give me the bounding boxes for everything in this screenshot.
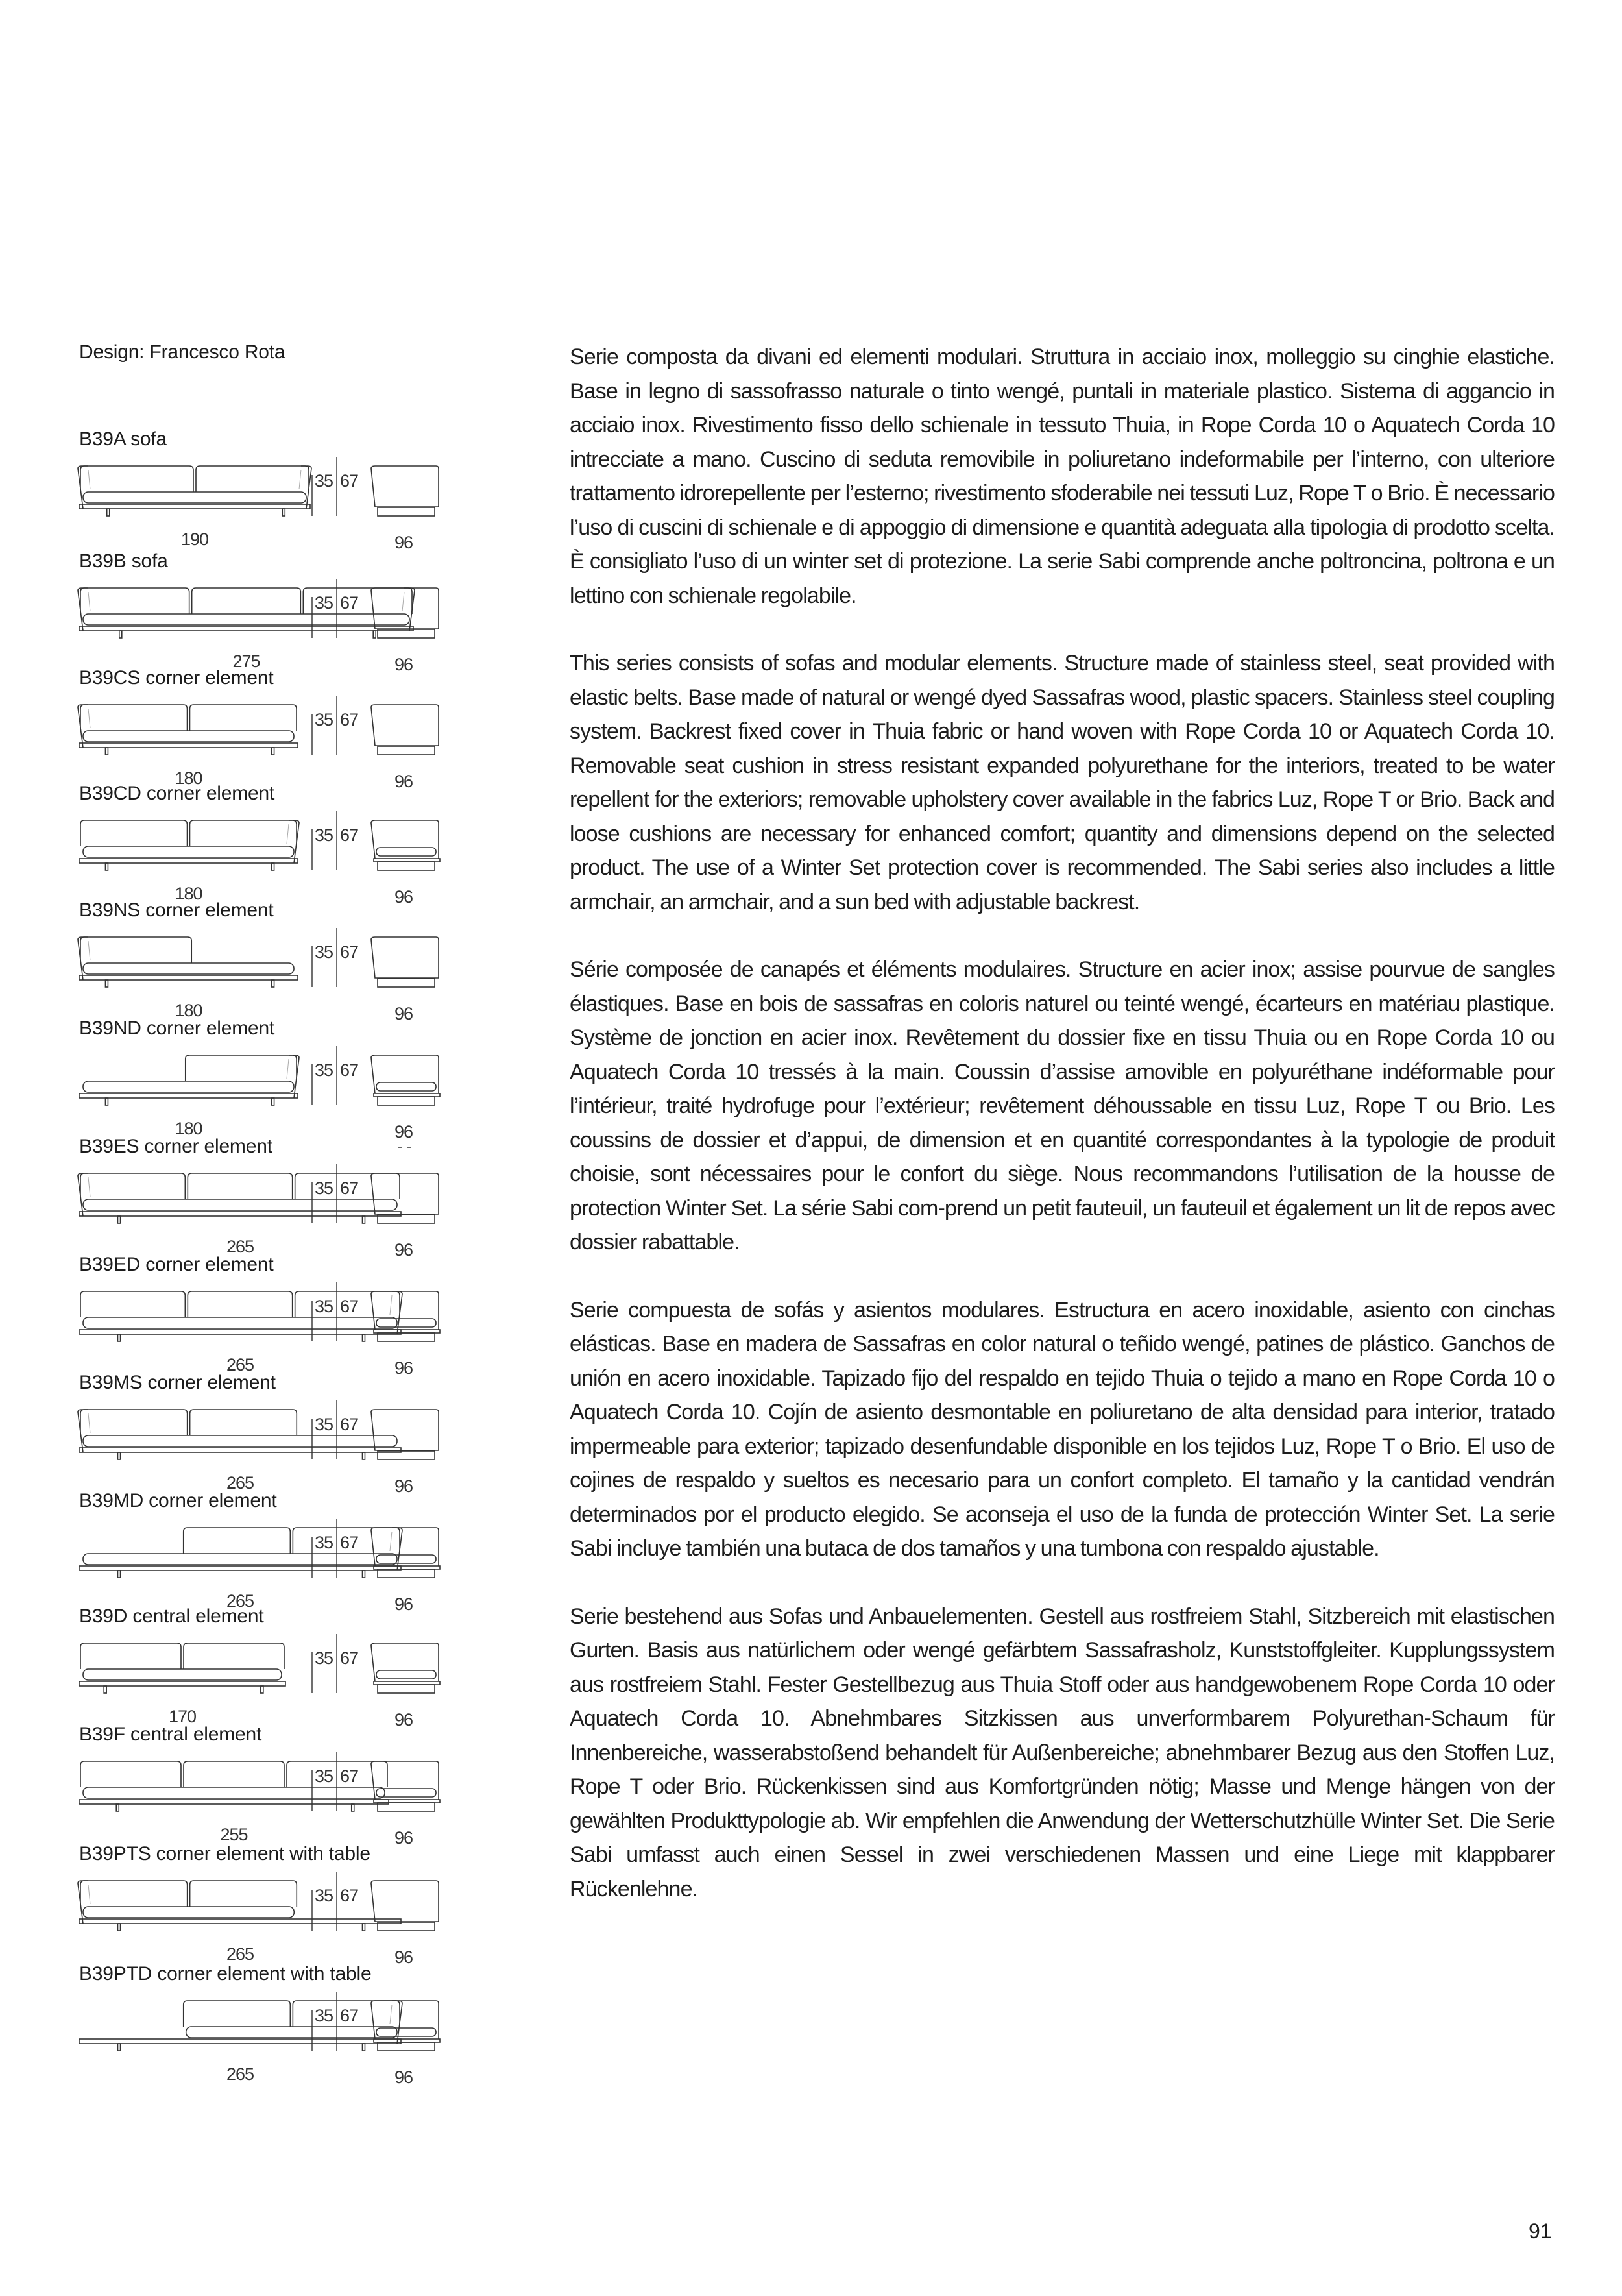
- back-cushion: [192, 588, 301, 614]
- side-view: [371, 1055, 440, 1105]
- base-plank: [79, 1800, 389, 1804]
- seat-cushion: [83, 846, 294, 857]
- base-plank: [79, 975, 298, 980]
- depth-label: 96: [394, 1122, 413, 1142]
- leg: [362, 1334, 365, 1341]
- base-plank: [79, 1919, 401, 1924]
- side-base: [378, 979, 435, 987]
- armrest-right-detail: [402, 592, 404, 611]
- product-name: B39MD corner element: [79, 1490, 277, 1511]
- front-view: [78, 466, 311, 516]
- print-artifact: [398, 1140, 420, 1141]
- leg: [272, 748, 274, 755]
- back-cushion: [80, 1410, 188, 1435]
- base-plank: [79, 1212, 401, 1216]
- leg: [373, 631, 376, 638]
- leg: [272, 1098, 274, 1105]
- leg: [105, 748, 108, 755]
- product-name: B39D central element: [79, 1606, 264, 1627]
- front-view: [79, 1055, 299, 1105]
- seat-cushion: [83, 614, 409, 625]
- leg: [119, 631, 122, 638]
- side-seat-cushion: [376, 848, 436, 856]
- leg: [105, 863, 108, 870]
- side-view: [371, 820, 440, 870]
- product-b39es: [0, 1136, 519, 1260]
- side-seat-cushion: [376, 1082, 436, 1091]
- side-backrest: [371, 466, 439, 507]
- armrest-right-detail: [390, 1295, 392, 1315]
- back-cushion: [190, 820, 297, 846]
- armrest-right-detail: [287, 1059, 289, 1079]
- side-backrest: [371, 820, 439, 859]
- width-label: 190: [180, 530, 209, 549]
- leg: [272, 980, 274, 987]
- leg: [118, 1216, 121, 1223]
- total-height-label: 67: [340, 1886, 359, 1905]
- total-height-label: 67: [340, 1648, 359, 1668]
- width-label: 180: [175, 1119, 202, 1138]
- seat-cushion: [83, 1199, 397, 1210]
- total-height-label: 67: [340, 1415, 359, 1434]
- product-name: B39CS corner element: [79, 667, 274, 689]
- leg: [261, 1686, 263, 1693]
- seat-height-label: 35: [315, 593, 333, 613]
- armrest-left-detail: [88, 1885, 90, 1904]
- width-label: 180: [175, 1001, 202, 1020]
- base-plank: [79, 626, 413, 631]
- seat-cushion: [83, 1554, 397, 1565]
- page-number: 91: [1529, 2219, 1552, 2243]
- seat-height-label: 35: [315, 1533, 333, 1552]
- seat-cushion: [83, 963, 294, 974]
- seat-height-label: 35: [315, 942, 333, 962]
- depth-label: 96: [394, 1358, 413, 1378]
- back-cushion: [188, 1291, 292, 1317]
- seat-height-label: 35: [315, 1297, 333, 1316]
- armrest-left-detail: [88, 470, 90, 489]
- width-label: 265: [226, 1944, 254, 1964]
- leg: [272, 863, 274, 870]
- depth-label: 96: [394, 887, 413, 907]
- total-height-label: 67: [340, 2006, 359, 2025]
- back-cushion: [196, 466, 309, 492]
- product-name: B39CD corner element: [79, 783, 275, 804]
- product-drawing: [0, 1724, 519, 1840]
- front-view: [79, 1643, 285, 1693]
- back-cushion: [80, 1173, 185, 1199]
- leg: [362, 2044, 365, 2051]
- width-label: 180: [175, 768, 202, 788]
- seat-height-label: 35: [315, 1179, 333, 1198]
- back-cushion: [80, 588, 189, 614]
- leg: [362, 1924, 365, 1931]
- seat-cushion: [83, 1907, 294, 1918]
- seat-height-label: 35: [315, 1886, 333, 1905]
- base-plank: [79, 1448, 401, 1452]
- seat-cushion: [83, 1081, 294, 1092]
- paragraph-german: Serie bestehend aus Sofas und Anbauelementen. Gestell aus rostfreiem Stahl, Sitzbereich mit elastischen Gurten. Basis aus natürlichem oder wengé gefärbtem Sassafrasholz, Kunststoffgleiter. Kupplungssystem aus rostfreiem Stahl. Fester Gestellbezug aus Thuia Stoff oder aus handgewobenem Rope Corda 10 oder Aquatech Corda 10. Abnehmbares Sitzkissen aus unverformbarem Polyurethan-Schaum für Innenbereiche, wasserabstoßend behandelt für Außenbereiche; abnehmbarer Bezug aus den Stoffen Luz, Rope T oder Brio. Rückenkissen sind aus Komfortgründen nötig; Masse und Menge hängen von der gewählten Produkttypologie ab. Wir empfehlen die Anwendung der Wetterschutzhülle Winter Set. Die Serie Sabi umfasst auch einen Sessel in zwei verschiedenen Massen und eine Liege mit klappbarer Rückenlehne.: [570, 1604, 1555, 1901]
- product-b39pts: [0, 1843, 519, 1967]
- product-drawing: [0, 428, 519, 545]
- side-backrest: [371, 1173, 439, 1214]
- seat-cushion: [186, 2027, 397, 2038]
- side-base: [378, 746, 435, 755]
- leg: [362, 1452, 365, 1459]
- side-seat-cushion: [376, 1670, 436, 1679]
- total-height-label: 67: [340, 471, 359, 491]
- product-drawing: [0, 1490, 519, 1607]
- total-height-label: 67: [340, 1766, 359, 1786]
- seat-cushion: [83, 492, 306, 503]
- armrest-right-detail: [287, 824, 289, 844]
- armrest-left-detail: [88, 1177, 90, 1197]
- armrest-left-detail: [88, 592, 90, 611]
- side-view: [371, 466, 439, 516]
- seat-height-label: 35: [315, 2006, 333, 2025]
- side-seat-cushion: [376, 2028, 436, 2036]
- seat-cushion: [83, 1787, 385, 1798]
- product-drawing: [0, 1606, 519, 1722]
- base-plank: [79, 743, 298, 748]
- product-drawing: [0, 1372, 519, 1489]
- leg: [104, 1686, 106, 1693]
- side-backrest: [371, 1410, 439, 1450]
- base-plank: [79, 1566, 401, 1570]
- product-name: B39PTD corner element with table: [79, 1963, 372, 1985]
- depth-label: 96: [394, 772, 413, 791]
- side-seat-cushion: [376, 1555, 436, 1563]
- product-drawing: [0, 1254, 519, 1371]
- leg: [116, 1804, 119, 1811]
- seat-cushion: [83, 1317, 397, 1328]
- width-label: 265: [226, 1473, 254, 1493]
- product-drawing: [0, 899, 519, 1016]
- product-b39d: [0, 1606, 519, 1729]
- product-drawing: [0, 1963, 519, 2080]
- front-view: [79, 820, 299, 870]
- back-cushion: [80, 466, 193, 492]
- designer-credit: Design: Francesco Rota: [79, 341, 285, 363]
- back-cushion: [80, 705, 188, 731]
- base-plank: [79, 504, 310, 509]
- side-backrest: [371, 1528, 439, 1566]
- total-height-label: 67: [340, 593, 359, 613]
- side-view: [371, 1643, 440, 1693]
- back-cushion: [80, 1761, 181, 1787]
- armrest-right-detail: [299, 470, 301, 489]
- product-b39ed: [0, 1254, 519, 1378]
- depth-label: 96: [394, 1594, 413, 1614]
- seat-cushion: [83, 731, 294, 742]
- side-backrest: [371, 588, 439, 629]
- width-label: 265: [226, 1237, 254, 1256]
- side-backrest: [371, 1291, 439, 1330]
- side-backrest: [371, 705, 439, 746]
- width-label: 265: [226, 2064, 254, 2084]
- base-plank: [79, 1330, 401, 1334]
- leg: [118, 1924, 121, 1931]
- back-cushion: [80, 1643, 181, 1669]
- width-label: 275: [232, 652, 260, 671]
- paragraph-english: This series consists of sofas and modular elements. Structure made of stainless steel, seat provided with elastic belts. Base made of natural or wengé dyed Sassafras wood, plastic spacers. Stainless steel coupling system. Backrest fixed cover in Thuia fabric or hand woven with Rope Corda 10 or Aquatech Corda 10. Removable seat cushion in stress resistant expanded polyurethane for the interiors, treated to be water repellent for the exteriors; removable upholstery cover available in the fabrics Luz, Rope T or Brio. Back and loose cushions are necessary for enhanced comfort; quantity and dimensions depend on the selected product. The use of a Winter Set protection cover is recommended. The Sabi series also includes a little armchair, an armchair, and a sun bed with adjustable backrest.: [570, 651, 1555, 914]
- total-height-label: 67: [340, 1297, 359, 1316]
- product-name: B39MS corner element: [79, 1372, 276, 1393]
- product-name: B39A sofa: [79, 428, 167, 450]
- leg: [118, 1334, 121, 1341]
- armrest-right-detail: [390, 1532, 392, 1551]
- depth-label: 96: [394, 1710, 413, 1729]
- seat-height-label: 35: [315, 1766, 333, 1786]
- side-base: [378, 507, 435, 516]
- product-drawing: [0, 1018, 519, 1134]
- side-backrest: [371, 1761, 439, 1800]
- side-backrest: [371, 1643, 439, 1681]
- seat-cushion: [83, 1435, 397, 1447]
- back-cushion: [188, 1173, 292, 1199]
- armrest-left-detail: [88, 709, 90, 728]
- depth-label: 96: [394, 533, 413, 552]
- product-name: B39ES corner element: [79, 1136, 272, 1157]
- product-b39f: [0, 1724, 519, 1848]
- product-name: B39NS corner element: [79, 899, 274, 921]
- back-cushion: [80, 1291, 185, 1317]
- product-b39cd: [0, 783, 519, 907]
- seat-height-label: 35: [315, 710, 333, 729]
- seat-height-label: 35: [315, 1060, 333, 1080]
- depth-label: 96: [394, 655, 413, 674]
- paragraph-french: Série composée de canapés et éléments modulaires. Structure en acier inox; assise pourvue de sangles élastiques. Base en bois de sassafras en coloris naturel ou teinté wengé, écarteurs en matériau plastique. Système de jonction en acier inox. Revêtement du dossier fixe en tissu Thuia ou en Rope Corda 10 ou Aquatech Corda 10 tressés à la main. Coussin d’assise amovible en polyuréthane indéformable pour l’intérieur, traité hydrofuge pour l’extérieur; revêtement déhoussable en tissu Luz, Rope T ou Brio. Les coussins de dossier et d’appui, de dimension et en quantité correspondantes à la typologie de produit choisie, sont nécessaires pour le confort du siège. Nous recommandons l’utilisation de la housse de protection Winter Set. La série Sabi com-prend un petit fauteuil, un fauteuil et également un lit de repos avec dossier rabattable.: [570, 957, 1555, 1254]
- width-label: 180: [175, 884, 202, 903]
- product-b39cs: [0, 667, 519, 791]
- paragraph-italian: Serie composta da divani ed elementi modulari. Struttura in acciaio inox, molleggio su cinghie elastiche. Base in legno di sassofrasso naturale o tinto wengé, puntali in materiale plastico. Sistema di aggancio in acciaio inox. Rivestimento fisso dello schienale in tessuto Thuia, in Rope Corda 10 o Aquatech Corda 10 intrecciate a mano. Cuscino di seduta removibile in poliuretano indeformabile per l’interno, con ulteriore trattamento idrorepellente per l’esterno; rivestimento sfoderabile nei tessuti Luz, Rope T o Brio. È necessario l’uso di cuscini di schienale e di appoggio di dimensione e quantità adeguata alla tipologia di prodotto scelta. È consigliato l’uso di un winter set di protezione. La serie Sabi comprende anche poltroncina, poltrona e un lettino con schienale regolabile.: [570, 345, 1555, 608]
- front-view: [78, 588, 415, 638]
- product-drawing: [0, 550, 519, 667]
- product-b39a: [0, 428, 519, 552]
- seat-height-label: 35: [315, 1648, 333, 1668]
- back-cushion: [190, 1410, 297, 1435]
- product-name: B39B sofa: [79, 550, 168, 572]
- depth-label: 96: [394, 2068, 413, 2087]
- product-name: B39ND corner element: [79, 1018, 275, 1039]
- back-cushion: [186, 1055, 297, 1081]
- back-cushion: [184, 1528, 291, 1554]
- base-plank: [79, 2039, 401, 2044]
- width-label: 265: [226, 1591, 254, 1611]
- side-base: [378, 862, 435, 870]
- side-view: [371, 705, 439, 755]
- seat-cushion: [83, 1669, 282, 1680]
- back-cushion: [190, 1881, 297, 1907]
- width-label: 265: [226, 1355, 254, 1374]
- back-cushion: [184, 2001, 291, 2027]
- product-drawing: [0, 783, 519, 899]
- armrest-left-detail: [88, 941, 90, 960]
- total-height-label: 67: [340, 1060, 359, 1080]
- product-b39b: [0, 550, 519, 674]
- leg: [282, 509, 285, 516]
- back-cushion: [190, 705, 297, 731]
- seat-height-label: 35: [315, 471, 333, 491]
- depth-label: 96: [394, 1004, 413, 1023]
- total-height-label: 67: [340, 942, 359, 962]
- depth-label: 96: [394, 1240, 413, 1260]
- leg: [352, 1804, 354, 1811]
- side-base: [378, 1685, 435, 1693]
- leg: [107, 509, 110, 516]
- product-name: B39ED corner element: [79, 1254, 274, 1275]
- total-height-label: 67: [340, 1179, 359, 1198]
- leg: [118, 1452, 121, 1459]
- leg: [105, 1098, 108, 1105]
- total-height-label: 67: [340, 825, 359, 845]
- back-cushion: [80, 937, 191, 963]
- product-b39ns: [0, 899, 519, 1023]
- depth-label: 96: [394, 1948, 413, 1967]
- side-backrest: [371, 1881, 439, 1922]
- side-base: [378, 1097, 435, 1105]
- seat-height-label: 35: [315, 825, 333, 845]
- front-view: [78, 705, 298, 755]
- back-cushion: [184, 1643, 284, 1669]
- width-label: 255: [220, 1825, 248, 1844]
- product-b39nd: [0, 1018, 519, 1142]
- product-drawing: [0, 1843, 519, 1960]
- product-b39ptd: [0, 1963, 519, 2087]
- product-list: [0, 0, 519, 2296]
- side-backrest: [371, 2001, 439, 2039]
- base-plank: [79, 1681, 285, 1686]
- product-drawing: [0, 667, 519, 784]
- paragraph-spanish: Serie compuesta de sofás y asientos modulares. Estructura en acero inoxidable, asiento con cinchas elásticas. Base en madera de Sassafras en color natural o teñido wengé, patines de plástico. Ganchos de unión en acero inoxidable. Tapizado fijo del respaldo en tejido Thuia o tejido a mano en Rope Corda 10 o Aquatech Corda 10. Cojín de asiento desmontable en poliuretano de alta densidad para interior, tratado impermeable para exterior; tapizado desenfundable disponible en los tejidos Luz, Rope T o Brio. El uso de cojines de respaldo y sueltos es necesario para un confort completo. El tamaño y la cantidad vendrán determinados por el producto elegido. Se aconseja el uso de la funda de protección Winter Set. La serie Sabi incluye también una butaca de dos tamaños y una tumbona con respaldo ajustable.: [570, 1297, 1555, 1561]
- seat-height-label: 35: [315, 1415, 333, 1434]
- leg: [118, 2044, 121, 2051]
- side-seat-cushion: [376, 1319, 436, 1327]
- armrest-left-detail: [88, 1413, 90, 1433]
- base-plank: [79, 859, 298, 863]
- base-plank: [79, 1093, 298, 1098]
- front-view: [78, 937, 298, 987]
- leg: [105, 980, 108, 987]
- armrest-right-detail: [390, 2005, 392, 2024]
- total-height-label: 67: [340, 1533, 359, 1552]
- product-name: B39F central element: [79, 1724, 262, 1745]
- description-text: [570, 340, 1555, 1940]
- depth-label: 96: [394, 1828, 413, 1848]
- side-view: [371, 937, 439, 987]
- depth-label: 96: [394, 1476, 413, 1496]
- back-cushion: [184, 1761, 284, 1787]
- back-cushion: [80, 1881, 188, 1907]
- side-backrest: [371, 937, 439, 978]
- leg: [362, 1570, 365, 1578]
- product-drawing: [0, 1136, 519, 1252]
- product-name: B39PTS corner element with table: [79, 1843, 370, 1864]
- back-cushion: [80, 820, 188, 846]
- side-backrest: [371, 1055, 439, 1093]
- product-b39ms: [0, 1372, 519, 1496]
- leg: [118, 1570, 121, 1578]
- product-b39md: [0, 1490, 519, 1614]
- leg: [362, 1216, 365, 1223]
- width-label: 170: [168, 1707, 197, 1726]
- total-height-label: 67: [340, 710, 359, 729]
